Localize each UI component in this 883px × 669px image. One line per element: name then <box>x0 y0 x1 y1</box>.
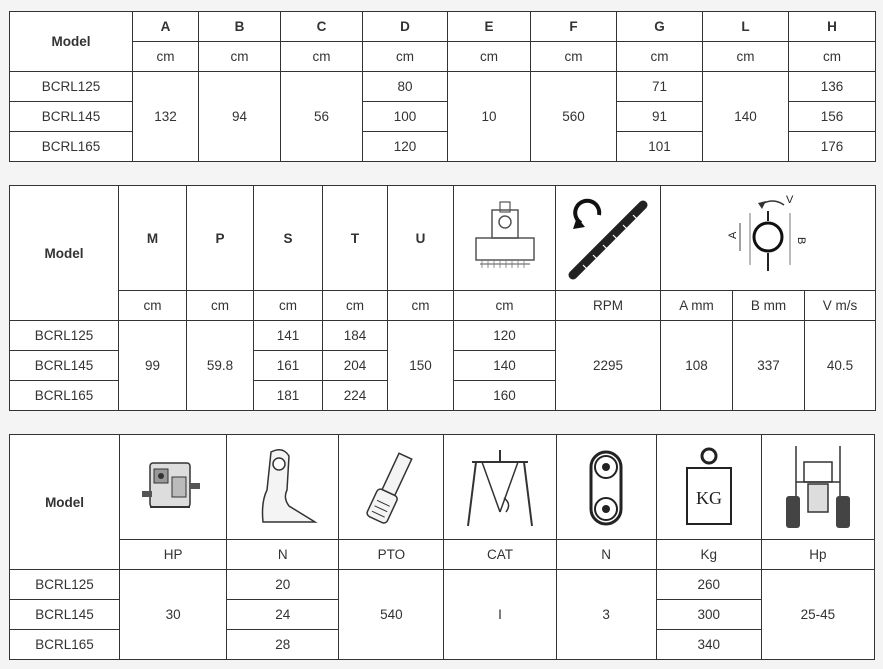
value-a: 132 <box>133 72 199 162</box>
header-c: C <box>281 12 363 42</box>
header-m: M <box>119 186 187 291</box>
value-t: 204 <box>323 351 388 381</box>
drive-table <box>9 434 875 660</box>
diagram-label-v: V <box>786 194 794 206</box>
hammer-speed-diagram-icon <box>661 186 876 291</box>
value-m: 99 <box>119 321 187 411</box>
header-a: A <box>133 12 199 42</box>
header-h: H <box>789 12 876 42</box>
value-width: 160 <box>454 381 556 411</box>
value-kg: 300 <box>656 600 761 630</box>
value-c: 56 <box>281 72 363 162</box>
mulcher-front-icon <box>454 186 556 291</box>
value-n-blades: 20 <box>227 570 339 600</box>
unit-kg: Kg <box>656 540 761 570</box>
unit-p: cm <box>187 291 254 321</box>
unit-e: cm <box>448 42 531 72</box>
weight-glyph: KG <box>695 488 722 508</box>
header-b: B <box>199 12 281 42</box>
unit-u: cm <box>388 291 454 321</box>
unit-tractor-hp: Hp <box>761 540 874 570</box>
value-t: 184 <box>323 321 388 351</box>
value-kg: 260 <box>656 570 761 600</box>
header-d: D <box>363 12 448 42</box>
value-d: 120 <box>363 132 448 162</box>
model-header: Model <box>10 435 120 570</box>
value-kg: 340 <box>656 630 761 660</box>
value-b: 94 <box>199 72 281 162</box>
unit-f: cm <box>531 42 617 72</box>
model-cell: BCRL145 <box>10 102 133 132</box>
model-cell: BCRL165 <box>10 630 120 660</box>
header-s: S <box>254 186 323 291</box>
header-e: E <box>448 12 531 42</box>
value-width: 140 <box>454 351 556 381</box>
model-cell: BCRL165 <box>10 381 119 411</box>
unit-c: cm <box>281 42 363 72</box>
diagram-label-a: A <box>727 231 740 239</box>
value-n-blades: 24 <box>227 600 339 630</box>
value-tractor-hp: 25-45 <box>761 570 874 660</box>
model-cell: BCRL145 <box>10 600 120 630</box>
value-h: 136 <box>789 72 876 102</box>
value-d: 100 <box>363 102 448 132</box>
value-s: 161 <box>254 351 323 381</box>
value-f: 560 <box>531 72 617 162</box>
tractor-icon <box>761 435 874 540</box>
unit-t: cm <box>323 291 388 321</box>
value-width: 120 <box>454 321 556 351</box>
value-cat: I <box>444 570 556 660</box>
unit-b: cm <box>199 42 281 72</box>
value-b-mm: 337 <box>733 321 805 411</box>
value-t: 224 <box>323 381 388 411</box>
unit-g: cm <box>617 42 703 72</box>
diagram-label-b: B <box>795 237 808 245</box>
model-header: Model <box>10 12 133 72</box>
model-cell: BCRL125 <box>10 321 119 351</box>
model-cell: BCRL165 <box>10 132 133 162</box>
unit-cat: CAT <box>444 540 556 570</box>
value-rpm: 2295 <box>556 321 661 411</box>
model-cell: BCRL125 <box>10 570 120 600</box>
unit-s: cm <box>254 291 323 321</box>
value-hp: 30 <box>120 570 227 660</box>
pto-shaft-icon <box>339 435 444 540</box>
value-g: 101 <box>617 132 703 162</box>
unit-n-blades: N <box>227 540 339 570</box>
value-pto: 540 <box>339 570 444 660</box>
rotation-chain-icon <box>556 186 661 291</box>
unit-v-ms: V m/s <box>805 291 876 321</box>
value-v-ms: 40.5 <box>805 321 876 411</box>
value-e: 10 <box>448 72 531 162</box>
value-s: 181 <box>254 381 323 411</box>
value-n-belts: 3 <box>556 570 656 660</box>
header-l: L <box>703 12 789 42</box>
header-f: F <box>531 12 617 42</box>
value-u: 150 <box>388 321 454 411</box>
unit-d: cm <box>363 42 448 72</box>
value-s: 141 <box>254 321 323 351</box>
unit-rpm: RPM <box>556 291 661 321</box>
hammer-blade-icon <box>227 435 339 540</box>
model-header: Model <box>10 186 119 321</box>
value-h: 156 <box>789 102 876 132</box>
value-g: 91 <box>617 102 703 132</box>
header-p: P <box>187 186 254 291</box>
value-n-blades: 28 <box>227 630 339 660</box>
header-t: T <box>323 186 388 291</box>
value-l: 140 <box>703 72 789 162</box>
belt-pulley-icon <box>556 435 656 540</box>
weight-icon <box>656 435 761 540</box>
unit-width: cm <box>454 291 556 321</box>
value-h: 176 <box>789 132 876 162</box>
unit-n-belts: N <box>556 540 656 570</box>
unit-l: cm <box>703 42 789 72</box>
unit-a-mm: A mm <box>661 291 733 321</box>
unit-pto: PTO <box>339 540 444 570</box>
unit-m: cm <box>119 291 187 321</box>
dimensions-table <box>9 11 876 162</box>
value-a-mm: 108 <box>661 321 733 411</box>
unit-a: cm <box>133 42 199 72</box>
value-g: 71 <box>617 72 703 102</box>
hitch-frame-icon <box>444 435 556 540</box>
value-d: 80 <box>363 72 448 102</box>
model-cell: BCRL145 <box>10 351 119 381</box>
gearbox-icon <box>120 435 227 540</box>
value-p: 59.8 <box>187 321 254 411</box>
header-g: G <box>617 12 703 42</box>
unit-hp: HP <box>120 540 227 570</box>
model-cell: BCRL125 <box>10 72 133 102</box>
performance-table <box>9 185 876 411</box>
unit-h: cm <box>789 42 876 72</box>
header-u: U <box>388 186 454 291</box>
unit-b-mm: B mm <box>733 291 805 321</box>
